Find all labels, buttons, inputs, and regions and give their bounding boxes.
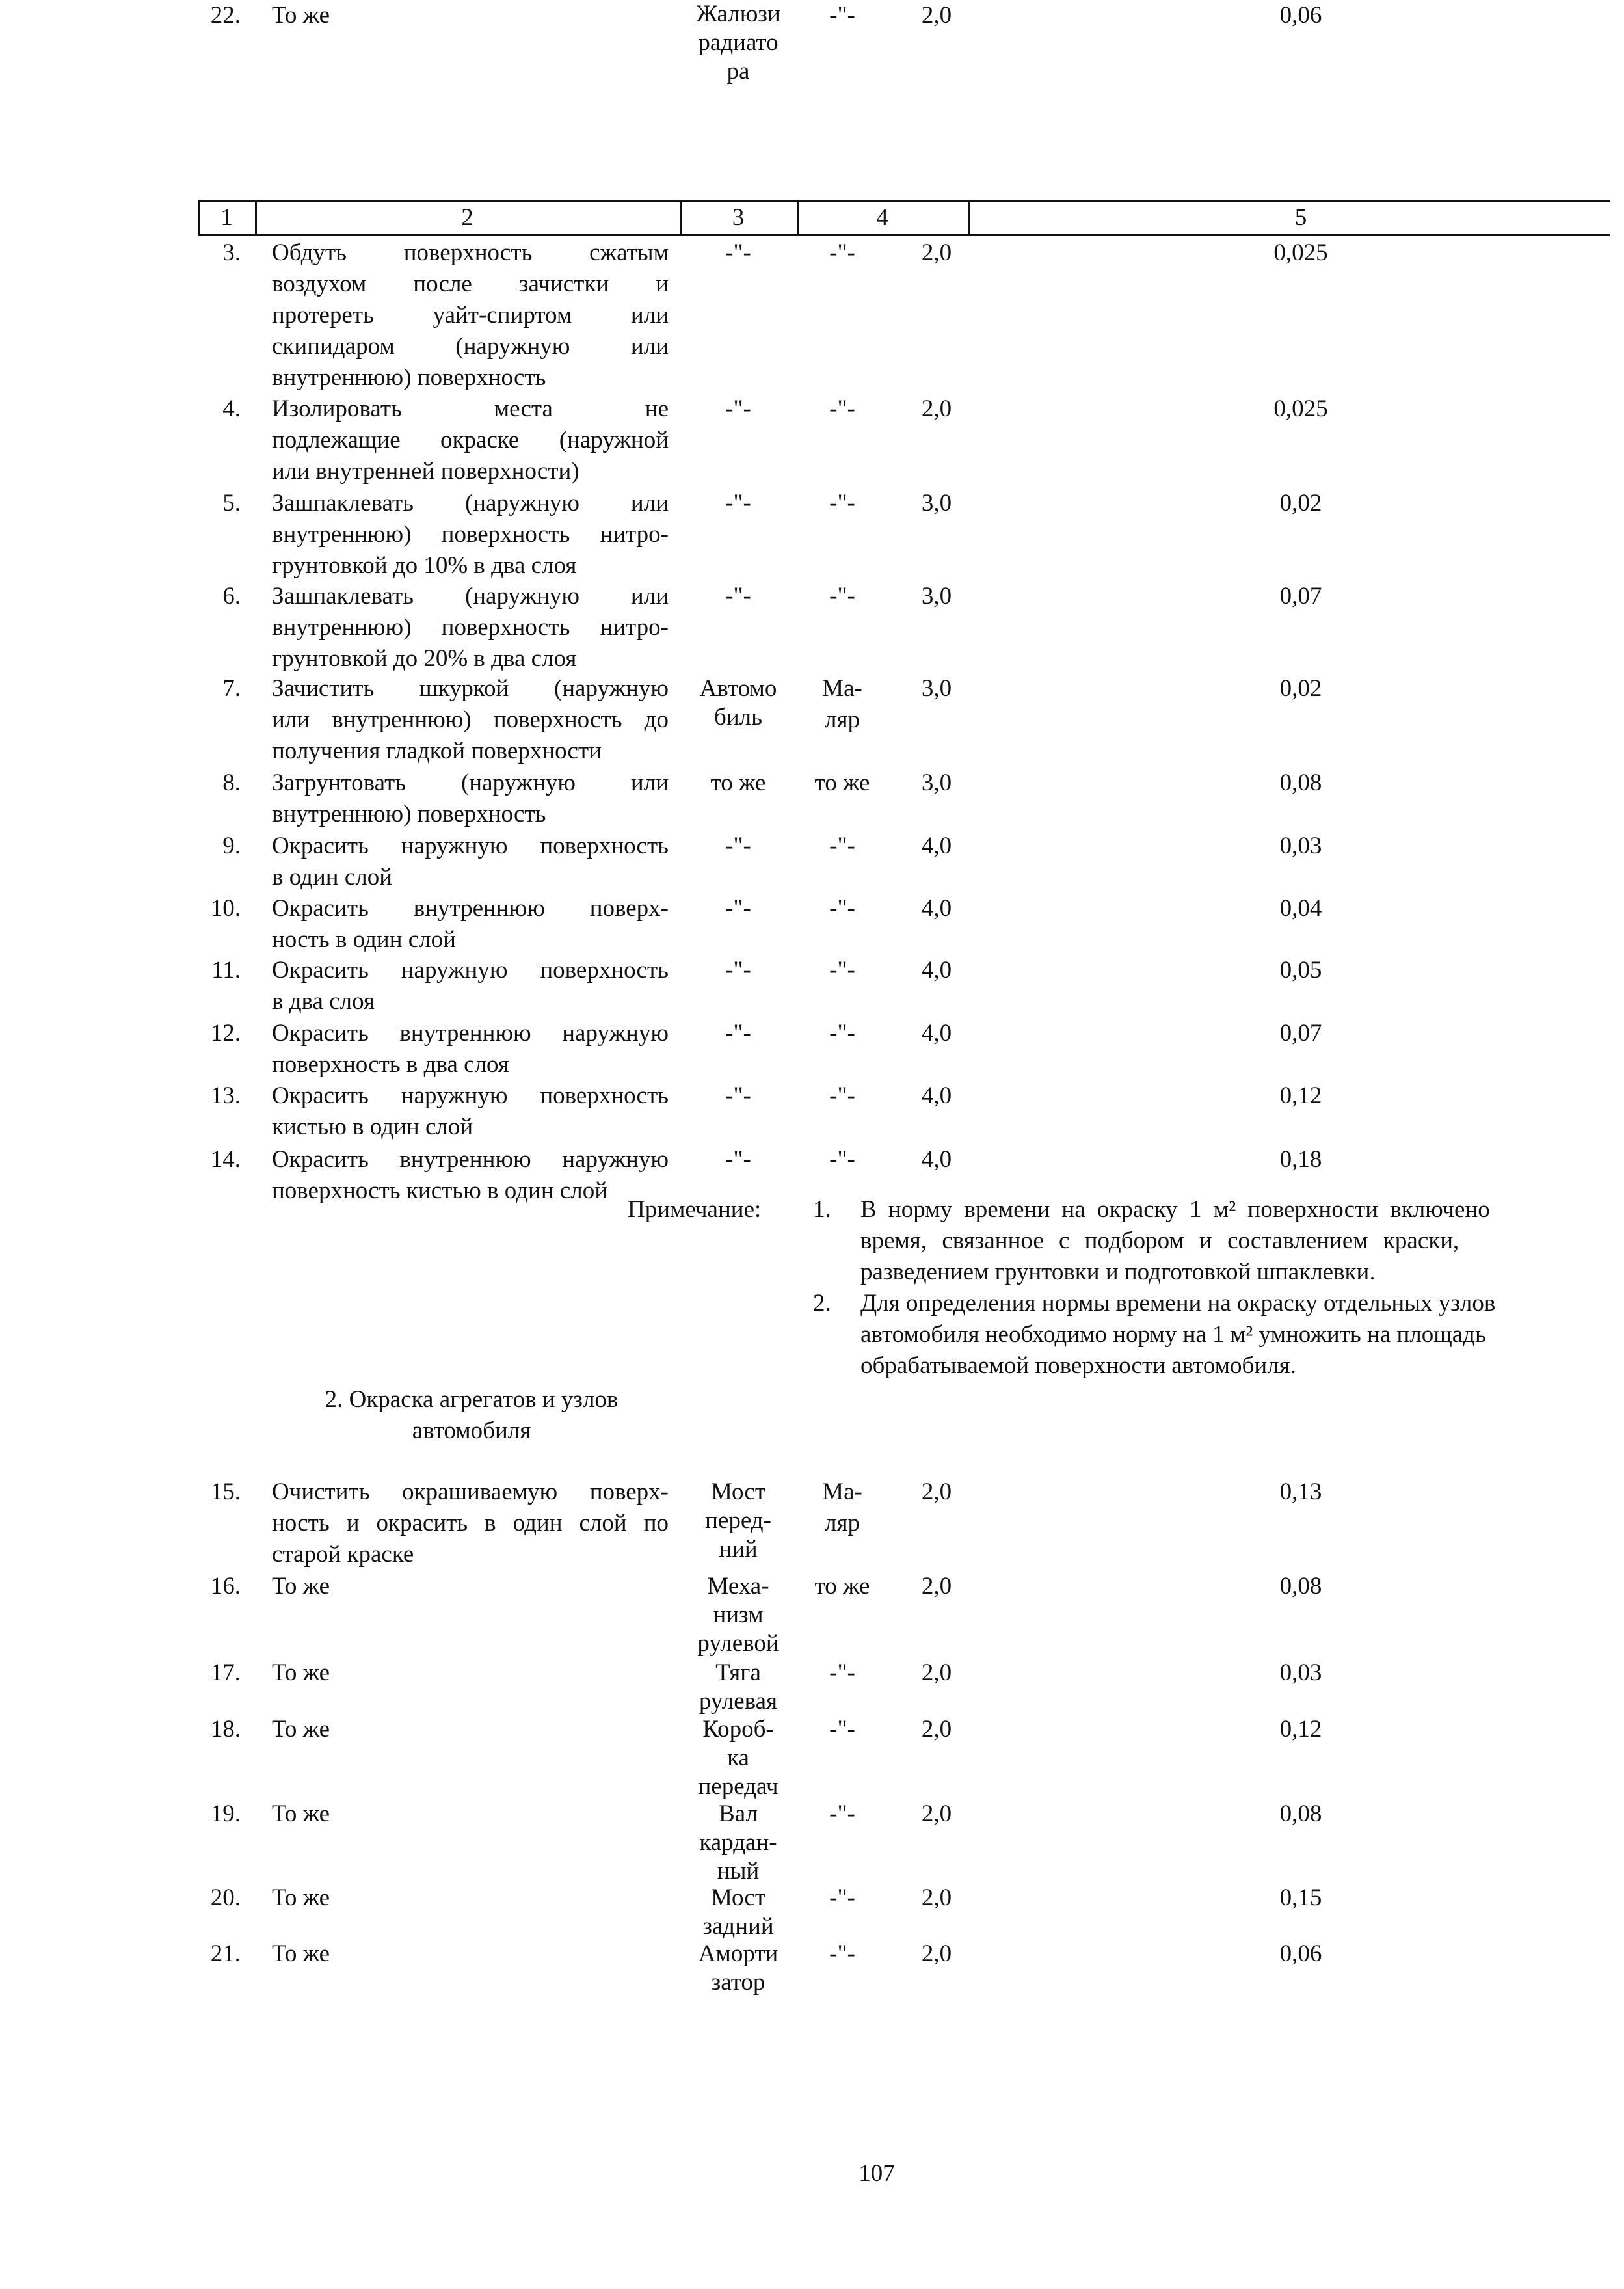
row-object [689,675,787,732]
object-line: Автомо [699,675,777,702]
row-time-norm: 0,05 [1279,957,1322,984]
row-description [272,394,669,487]
row-time-norm: 0,15 [1279,1884,1322,1911]
object-line: биль [714,704,762,730]
row-performer: -"- [829,395,855,422]
description-line: в один слой [272,864,393,890]
row-time-norm: 0,13 [1279,1479,1322,1505]
header-col-3: 3 [732,204,745,231]
row-performer: -"- [829,490,855,516]
row-grade: 2,0 [921,1659,952,1686]
description-line: или внутренней поверхности) [272,458,579,485]
object-line: рулевой [697,1630,779,1657]
row-performer: -"- [829,1940,855,1967]
row-grade: 3,0 [921,675,952,702]
row-number: 3. [222,239,241,266]
object-line: перед- [705,1507,771,1534]
row-description [272,673,669,767]
row-object [689,0,787,86]
row-number: 18. [210,1716,241,1743]
row-description [272,831,669,893]
row-number: 16. [210,1573,241,1600]
row-number: 5. [222,490,241,516]
row-object [689,956,787,985]
description-line: Изолировать места не [272,395,669,422]
row-time-norm: 0,07 [1279,1020,1322,1047]
row-description [272,768,669,830]
row-performer: -"- [829,895,855,922]
row-grade: 2,0 [921,239,952,266]
object-line: Меха- [707,1573,769,1600]
row-time-norm: 0,025 [1273,239,1328,266]
object-line: -"- [725,583,751,609]
row-number: 19. [210,1800,241,1827]
row-description [272,1080,669,1143]
row-object [689,1145,787,1174]
row-time-norm: 0,02 [1279,490,1322,516]
description-line: Окрасить внутреннюю поверх- [272,895,669,922]
row-number: 9. [222,833,241,859]
object-line: ний [719,1536,758,1562]
row-description [272,1477,669,1570]
header-col-4: 4 [876,204,888,231]
row-description [272,1799,669,1830]
section-title-line-2: автомобиля [412,1417,531,1444]
object-line: -"- [725,1020,751,1047]
description-line: Окрасить внутреннюю наружную [272,1020,669,1047]
note-item-2-line: Для определения нормы времени на окраску отдельных узлов [860,1290,1496,1317]
row-time-norm: 0,12 [1279,1716,1322,1743]
row-time-norm: 0,025 [1273,395,1328,422]
row-performer: -"- [829,1800,855,1827]
description-line: внутреннюю) поверхность нитро- [272,521,669,548]
row-grade: 2,0 [921,1800,952,1827]
row-description [272,488,669,582]
row-description [272,1657,669,1689]
object-line: низм [713,1601,764,1628]
row-object [689,1572,787,1658]
note-item-2-text [860,1288,1602,1382]
header-col-1: 1 [220,204,233,231]
row-time-norm: 0,07 [1279,583,1322,609]
row-object [689,239,787,267]
note-item-1-line: время, связанное с подбором и составлением краски, [860,1227,1459,1254]
description-line: в два слоя [272,988,375,1015]
description-line: поверхность кистью в один слой [272,1177,608,1204]
row-time-norm: 0,06 [1279,1940,1322,1967]
row-description [272,581,669,675]
row-description [272,237,669,394]
performer-line: ляр [825,1510,860,1536]
description-line: ность в один слой [272,926,456,953]
note-item-1-number: 1. [813,1196,831,1223]
object-line: -"- [725,239,751,266]
description-line: Окрасить наружную поверхность [272,833,669,859]
row-performer: -"- [829,2,855,29]
row-object [689,1884,787,1941]
row-grade: 2,0 [921,395,952,422]
performer-line: Ма- [822,1479,862,1505]
note-item-2-line: автомобиля необходимо норму на 1 м² умножить на площадь [860,1321,1486,1348]
description-line: Окрасить внутреннюю наружную [272,1146,669,1173]
note-label: Примечание: [628,1196,762,1223]
description-line: Очистить окрашиваемую поверх- [272,1479,669,1505]
row-number: 13. [210,1082,241,1109]
row-grade: 3,0 [921,583,952,609]
note-item-2-number: 2. [813,1290,831,1317]
description-line: Окрасить наружную поверхность [272,957,669,984]
row-time-norm: 0,03 [1279,833,1322,859]
row-object [689,1800,787,1886]
object-line: -"- [725,895,751,922]
object-line: Вал [719,1800,758,1827]
object-line: рулевая [699,1688,778,1715]
row-description [272,893,669,956]
row-description [272,1571,669,1602]
header-divider-5 [968,200,970,236]
row-object [689,1940,787,1997]
object-line: -"- [725,1146,751,1173]
description-line: Зачистить шкуркой (наружную [272,675,669,702]
row-time-norm: 0,04 [1279,895,1322,922]
row-time-norm: 0,06 [1279,2,1322,29]
row-object [689,1715,787,1801]
description-line: То же [272,1659,330,1686]
row-description [272,1938,669,1970]
row-performer [800,1477,885,1539]
row-grade: 2,0 [921,2,952,29]
description-line: подлежащие окраске (наружной [272,427,669,453]
row-object [689,1659,787,1716]
row-performer [800,673,885,736]
row-time-norm: 0,02 [1279,675,1322,702]
description-line: получения гладкой поверхности [272,738,602,764]
row-grade: 4,0 [921,957,952,984]
object-line: -"- [725,490,751,516]
row-performer: то же [814,770,870,796]
row-description [272,955,669,1017]
row-grade: 3,0 [921,770,952,796]
row-object [689,582,787,611]
row-grade: 2,0 [921,1479,952,1505]
description-line: Загрунтовать (наружную или [272,770,669,796]
row-performer: то же [814,1573,870,1600]
description-line: То же [272,2,330,29]
performer-line: ляр [825,706,860,733]
object-line: Мост [711,1479,765,1505]
object-line: кардан- [699,1829,777,1856]
header-bottom-rule [198,234,1610,236]
description-line: Обдуть поверхность сжатым [272,239,669,266]
row-performer: -"- [829,1659,855,1686]
row-number: 22. [210,2,241,29]
row-object [689,395,787,423]
description-line: Зашпаклевать (наружную или [272,490,669,516]
row-object [689,489,787,518]
description-line: скипидаром (наружную или [272,333,669,360]
object-line: ра [726,58,750,85]
row-object [689,1082,787,1110]
row-number: 14. [210,1146,241,1173]
row-number: 6. [222,583,241,609]
object-line: ный [717,1858,760,1884]
row-time-norm: 0,18 [1279,1146,1322,1173]
object-line: Аморти [698,1940,779,1967]
row-time-norm: 0,08 [1279,1800,1322,1827]
row-number: 11. [211,957,241,984]
description-line: грунтовкой до 10% в два слоя [272,552,577,579]
object-line: -"- [725,957,751,984]
row-grade: 4,0 [921,833,952,859]
row-object [689,894,787,923]
object-line: Тяга [715,1659,761,1686]
description-line: То же [272,1800,330,1827]
section-title-line-1: 2. Окраска агрегатов и узлов [325,1386,619,1413]
row-number: 12. [210,1020,241,1047]
object-line: -"- [725,395,751,422]
row-grade: 4,0 [921,1020,952,1047]
note-item-1-text [860,1194,1595,1288]
row-number: 4. [222,395,241,422]
row-performer: -"- [829,1146,855,1173]
object-line: -"- [725,833,751,859]
row-performer: -"- [829,1020,855,1047]
description-line: То же [272,1884,330,1911]
description-line: поверхность в два слоя [272,1051,509,1078]
row-number: 10. [210,895,241,922]
row-number: 15. [210,1479,241,1505]
row-description [272,1882,669,1914]
header-col-2: 2 [461,204,473,231]
description-line: внутреннюю) поверхность [272,364,546,391]
row-number: 21. [210,1940,241,1967]
row-performer: -"- [829,583,855,609]
description-line: То же [272,1940,330,1967]
row-number: 17. [210,1659,241,1686]
row-grade: 4,0 [921,1146,952,1173]
row-description [272,1144,669,1207]
row-grade: 2,0 [921,1573,952,1600]
row-object [689,832,787,861]
object-line: то же [710,770,766,796]
row-grade: 2,0 [921,1940,952,1967]
row-grade: 2,0 [921,1884,952,1911]
description-line: ность и окрасить в один слой по [272,1510,669,1536]
description-line: То же [272,1573,330,1600]
row-performer: -"- [829,239,855,266]
row-grade: 2,0 [921,1716,952,1743]
row-performer: -"- [829,833,855,859]
row-number: 20. [210,1884,241,1911]
row-performer: -"- [829,1884,855,1911]
row-grade: 3,0 [921,490,952,516]
row-performer: -"- [829,1082,855,1109]
object-line: -"- [725,1082,751,1109]
row-performer: -"- [829,957,855,984]
object-line: задний [702,1913,774,1940]
page-number: 107 [859,2160,895,2187]
description-line: Окрасить наружную поверхность [272,1082,669,1109]
row-time-norm: 0,03 [1279,1659,1322,1686]
description-line: старой краске [272,1541,414,1568]
object-line: Короб- [702,1716,774,1743]
row-object [689,1478,787,1564]
object-line: Жалюзи [696,1,780,27]
row-object [689,769,787,797]
note-item-1-line: разведением грунтовки и подготовкой шпаклевки. [860,1259,1376,1285]
row-object [689,1019,787,1048]
row-number: 7. [222,675,241,702]
note-item-2-line: обрабатываемой поверхности автомобиля. [860,1352,1296,1379]
row-description [272,1714,669,1745]
row-performer: -"- [829,1716,855,1743]
row-number: 8. [222,770,241,796]
description-line: То же [272,1716,330,1743]
description-line: воздухом после зачистки и [272,271,669,297]
object-line: передач [698,1773,779,1800]
row-grade: 4,0 [921,895,952,922]
row-time-norm: 0,08 [1279,770,1322,796]
row-grade: 4,0 [921,1082,952,1109]
object-line: радиато [698,29,779,56]
object-line: ка [727,1745,749,1771]
description-line: внутреннюю) поверхность нитро- [272,614,669,641]
row-description [272,0,669,31]
row-time-norm: 0,08 [1279,1573,1322,1600]
row-time-norm: 0,12 [1279,1082,1322,1109]
performer-line: Ма- [822,675,862,702]
description-line: грунтовкой до 20% в два слоя [272,645,577,672]
description-line: протереть уайт-спиртом или [272,302,669,328]
description-line: или внутреннюю) поверхность до [272,706,669,733]
row-description [272,1018,669,1080]
description-line: кистью в один слой [272,1114,473,1140]
description-line: Зашпаклевать (наружную или [272,583,669,609]
description-line: внутреннюю) поверхность [272,801,546,827]
object-line: Мост [711,1884,765,1911]
note-item-1-line: В норму времени на окраску 1 м² поверхности включено [860,1196,1490,1223]
header-col-5: 5 [1294,204,1307,231]
object-line: затор [711,1969,765,1996]
